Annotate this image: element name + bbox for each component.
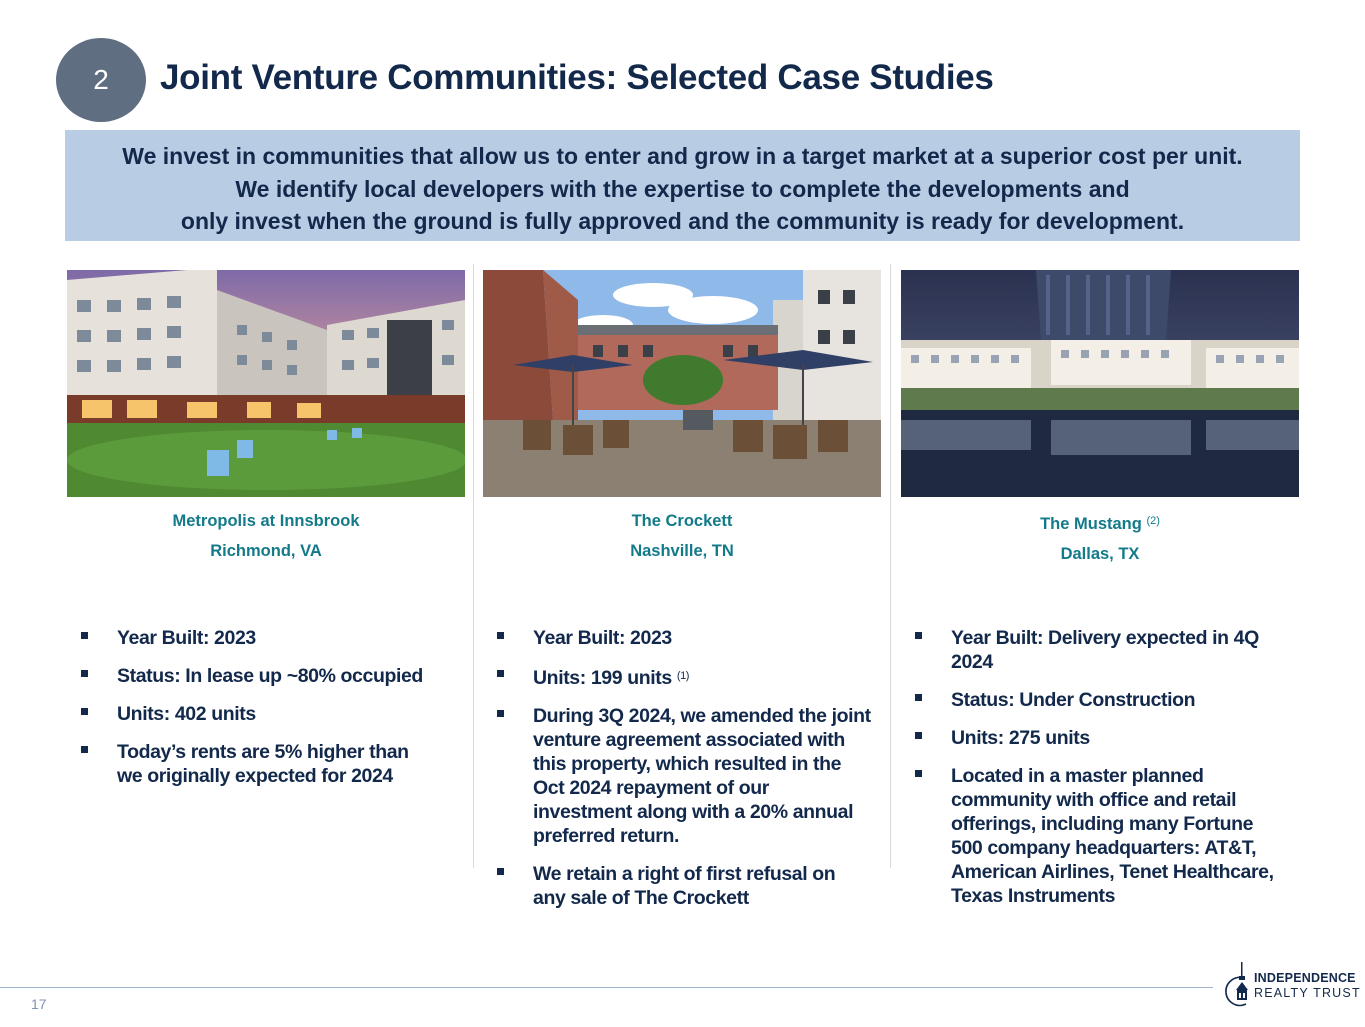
bullet-list-crockett [497, 626, 872, 924]
list-item: Today’s rents are 5% higher than we originally expected for 2024 [81, 740, 441, 788]
bullet-icon [497, 670, 504, 677]
column-divider [473, 264, 474, 868]
bullet-icon [81, 670, 88, 677]
banner-line: We invest in communities that allow us to enter and grow in a target market at a superior cost per unit. [122, 143, 1243, 169]
property-location: Dallas, TX [1060, 544, 1140, 563]
footnote-marker: (1) [676, 670, 690, 682]
logo-wordmark [1254, 971, 1361, 1001]
property-name: The Crockett [631, 512, 733, 530]
list-item: Units: 199 units $^{(1)}$ [497, 664, 872, 690]
footer-divider [0, 987, 1213, 988]
list-item: We retain a right of first refusal on any sale of The Crockett [497, 862, 872, 910]
bullet-icon [81, 632, 88, 639]
photo-metropolis-image [67, 270, 465, 497]
page-title: Joint Venture Communities: Selected Case Studies [160, 58, 994, 97]
bullet-list-metropolis [81, 626, 441, 802]
page-number: 17 [31, 996, 47, 1012]
logo-icon [1224, 960, 1254, 1012]
property-name: Metropolis at Innsbrook [172, 512, 360, 530]
bullet-icon [497, 710, 504, 717]
bullet-icon [81, 708, 88, 715]
property-name: The Mustang [1040, 515, 1142, 533]
list-item: Units: 275 units [915, 726, 1285, 750]
bullet-icon [915, 694, 922, 701]
list-item: Year Built: 2023 [497, 626, 872, 650]
list-item: Located in a master planned community with office and retail offerings, including many Fortune 500 company headquarters: AT&T, American Airlines, Tenet Healthcare, Texas Instruments [915, 764, 1285, 908]
logo-line-2: REALTY TRUST [1254, 986, 1361, 1000]
bullet-icon [915, 732, 922, 739]
section-number-badge [56, 38, 146, 122]
bullet-icon [497, 632, 504, 639]
photo-mustang-image [901, 270, 1299, 497]
bullet-icon [915, 770, 922, 777]
bullet-icon [81, 746, 88, 753]
list-item: During 3Q 2024, we amended the joint venture agreement associated with this property, which resulted in the Oct 2024 repayment of our investment along with a 20% annual preferred return. [497, 704, 872, 848]
logo-line-1: INDEPENDENCE [1254, 971, 1356, 985]
bullet-list-mustang [915, 626, 1285, 922]
property-caption-mustang [901, 507, 1299, 569]
column-divider [890, 264, 891, 868]
photo-metropolis [67, 270, 465, 497]
bullet-icon [497, 868, 504, 875]
section-number: 2 [93, 64, 109, 95]
property-location: Richmond, VA [210, 541, 322, 560]
company-logo [1224, 960, 1361, 1012]
list-item: Year Built: 2023 [81, 626, 441, 650]
property-location: Nashville, TN [630, 541, 734, 560]
list-item: Units: 402 units [81, 702, 441, 726]
footnote-marker: (2) [1146, 515, 1160, 527]
list-item: Status: In lease up ~80% occupied [81, 664, 441, 688]
banner-line: We identify local developers with the expertise to complete the developments and [235, 175, 1130, 202]
photo-crockett [483, 270, 881, 497]
list-item: Status: Under Construction [915, 688, 1285, 712]
intro-banner [65, 130, 1300, 241]
banner-line: only invest when the ground is fully approved and the community is ready for development. [180, 208, 1185, 234]
photo-crockett-image [483, 270, 881, 497]
bullet-icon [915, 632, 922, 639]
property-caption-metropolis [67, 507, 465, 566]
list-item: Year Built: Delivery expected in 4Q 2024 [915, 626, 1285, 674]
property-caption-crockett [483, 507, 881, 566]
photo-mustang [901, 270, 1299, 497]
